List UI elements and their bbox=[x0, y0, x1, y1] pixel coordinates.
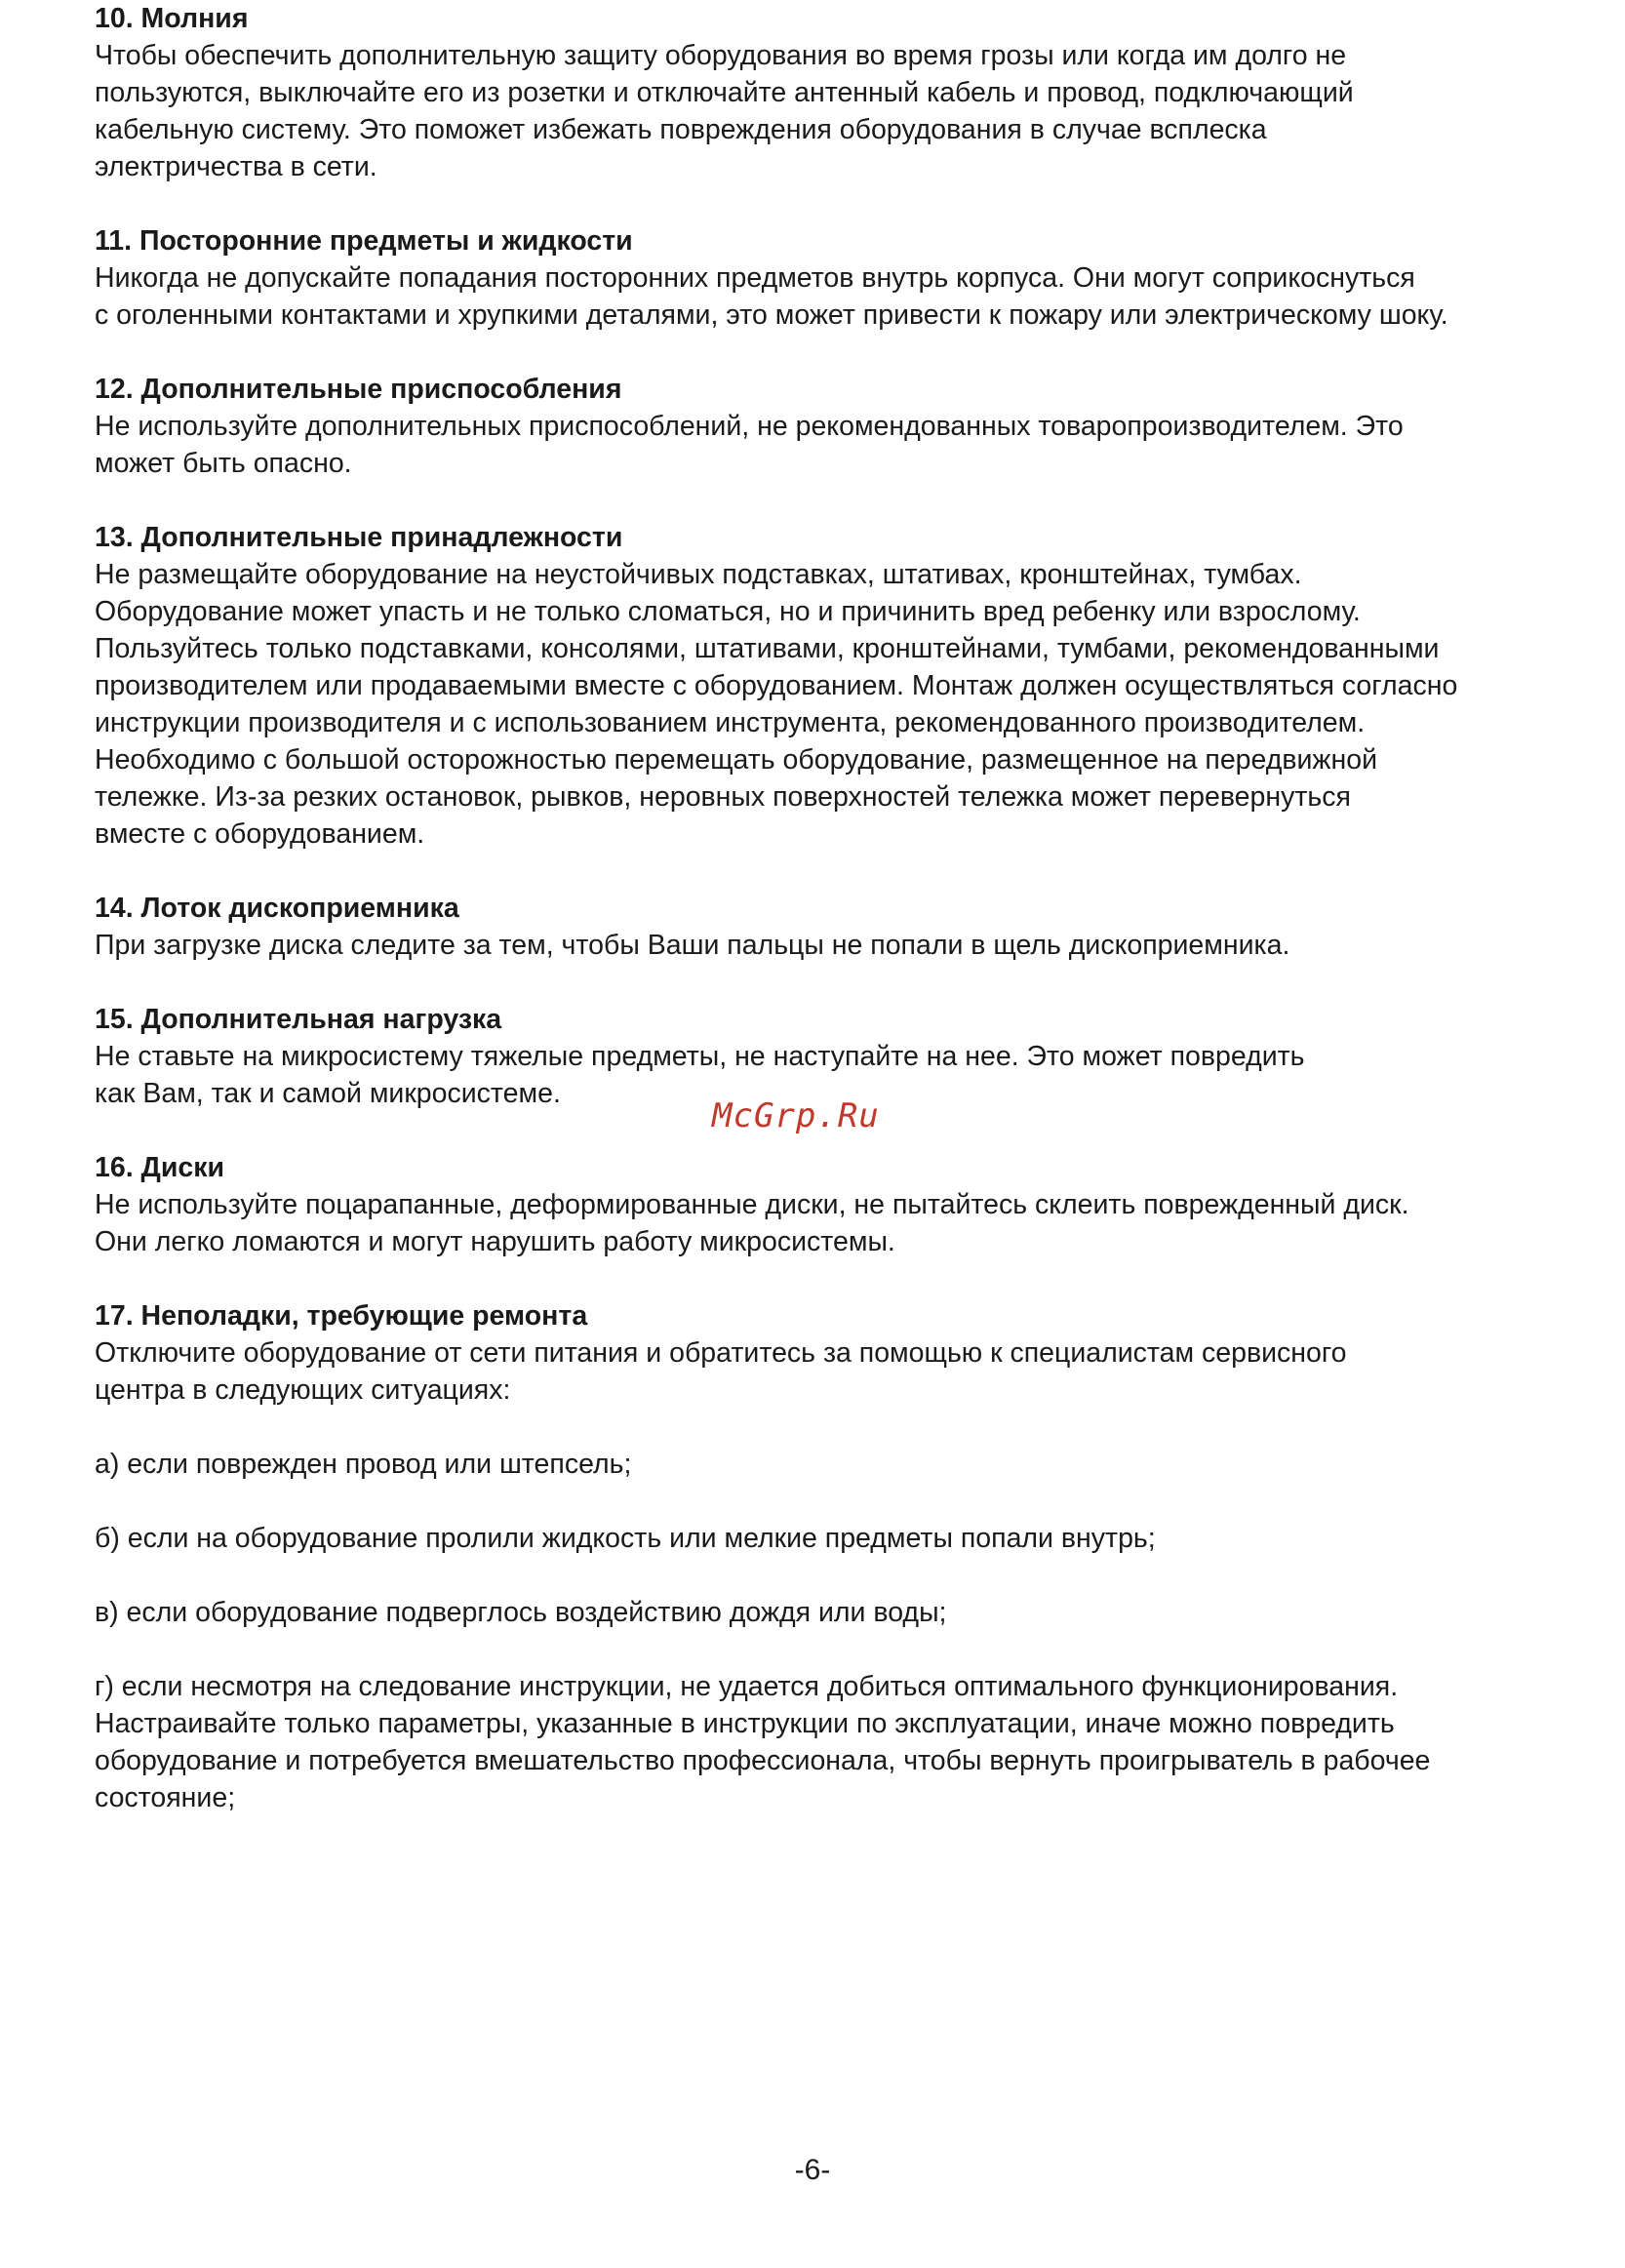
spacer bbox=[95, 1409, 1616, 1446]
paragraph-line: тележке. Из-за резких остановок, рывков, неровных поверхностей тележка может перевернуться bbox=[95, 781, 1351, 813]
paragraph-line: с оголенными контактами и хрупкими деталями, это может привести к пожару или электрическому шоку. bbox=[95, 299, 1448, 331]
list-item-line: б) если на оборудование пролили жидкость или мелкие предметы попали внутрь; bbox=[95, 1523, 1156, 1554]
section-heading: 14. Лоток дископриемника bbox=[95, 893, 459, 924]
paragraph-line: При загрузке диска следите за тем, чтобы Ваши пальцы не попали в щель дископриемника. bbox=[95, 930, 1290, 961]
paragraph-line: Чтобы обеспечить дополнительную защиту оборудования во время грозы или когда им долго не bbox=[95, 40, 1347, 71]
paragraph-line: вместе с оборудованием. bbox=[95, 818, 425, 850]
section bbox=[95, 1149, 1616, 1260]
section-heading: 11. Посторонние предметы и жидкости bbox=[95, 225, 633, 257]
list-item-line: г) если несмотря на следование инструкции, не удается добиться оптимального функционирования. bbox=[95, 1671, 1399, 1702]
paragraph-line: как Вам, так и самой микросистеме. bbox=[95, 1078, 561, 1109]
paragraph-line: Не размещайте оборудование на неустойчивых подставках, штативах, кронштейнах, тумбах. bbox=[95, 559, 1302, 590]
paragraph-line: Оборудование может упасть и не только сломаться, но и причинить вред ребенку или взрослому. bbox=[95, 596, 1361, 627]
paragraph-line: Они легко ломаются и могут нарушить работу микросистемы. bbox=[95, 1226, 895, 1257]
paragraph-line: пользуются, выключайте его из розетки и отключайте антенный кабель и провод, подключающий bbox=[95, 77, 1354, 108]
paragraph-line: производителем или продаваемыми вместе с оборудованием. Монтаж должен осуществляться согласно bbox=[95, 670, 1458, 701]
document-body bbox=[95, 0, 1616, 1853]
section-heading: 16. Диски bbox=[95, 1152, 224, 1183]
list-item-line: в) если оборудование подверглось воздействию дождя или воды; bbox=[95, 1597, 947, 1628]
paragraph-line: Отключите оборудование от сети питания и обратитесь за помощью к специалистам сервисного bbox=[95, 1337, 1347, 1369]
section-heading: 10. Молния bbox=[95, 3, 249, 34]
paragraph-line: электричества в сети. bbox=[95, 151, 377, 182]
section bbox=[95, 519, 1616, 853]
section bbox=[95, 1001, 1616, 1112]
section-heading: 17. Неполадки, требующие ремонта bbox=[95, 1300, 588, 1332]
spacer bbox=[95, 1631, 1616, 1668]
paragraph-line: центра в следующих ситуациях: bbox=[95, 1374, 511, 1406]
list-item-line: оборудование и потребуется вмешательство профессионала, чтобы вернуть проигрыватель в рабочее bbox=[95, 1745, 1431, 1776]
list-item-line: Настраивайте только параметры, указанные в инструкции по эксплуатации, иначе можно повредить bbox=[95, 1708, 1395, 1739]
paragraph-line: Не используйте дополнительных приспособлений, не рекомендованных товаропроизводителем. Это bbox=[95, 411, 1404, 442]
list-item-line: состояние; bbox=[95, 1782, 236, 1813]
section bbox=[95, 1297, 1616, 1816]
section bbox=[95, 222, 1616, 334]
watermark: McGrp.Ru bbox=[712, 1096, 880, 1135]
paragraph-line: может быть опасно. bbox=[95, 448, 352, 479]
paragraph-line: Никогда не допускайте попадания посторонних предметов внутрь корпуса. Они могут соприкоснуться bbox=[95, 262, 1415, 294]
section bbox=[95, 0, 1616, 185]
paragraph-line: Пользуйтесь только подставками, консолями, штативами, кронштейнами, тумбами, рекомендованными bbox=[95, 633, 1440, 664]
paragraph-line: кабельную систему. Это поможет избежать повреждения оборудования в случае всплеска bbox=[95, 114, 1267, 145]
list-item-line: а) если поврежден провод или штепсель; bbox=[95, 1449, 632, 1480]
spacer bbox=[95, 1483, 1616, 1520]
paragraph-line: инструкции производителя и с использованием инструмента, рекомендованного производителем. bbox=[95, 707, 1366, 738]
paragraph-line: Не ставьте на микросистему тяжелые предметы, не наступайте на нее. Это может повредить bbox=[95, 1041, 1305, 1072]
spacer bbox=[95, 1557, 1616, 1594]
paragraph-line: Не используйте поцарапанные, деформированные диски, не пытайтесь склеить поврежденный диск. bbox=[95, 1189, 1409, 1220]
section-heading: 12. Дополнительные приспособления bbox=[95, 374, 622, 405]
paragraph-line: Необходимо с большой осторожностью перемещать оборудование, размещенное на передвижной bbox=[95, 744, 1378, 776]
section-heading: 13. Дополнительные принадлежности bbox=[95, 522, 623, 553]
section-heading: 15. Дополнительная нагрузка bbox=[95, 1004, 502, 1035]
section bbox=[95, 890, 1616, 964]
page-number: -6- bbox=[794, 2154, 831, 2186]
section bbox=[95, 371, 1616, 482]
